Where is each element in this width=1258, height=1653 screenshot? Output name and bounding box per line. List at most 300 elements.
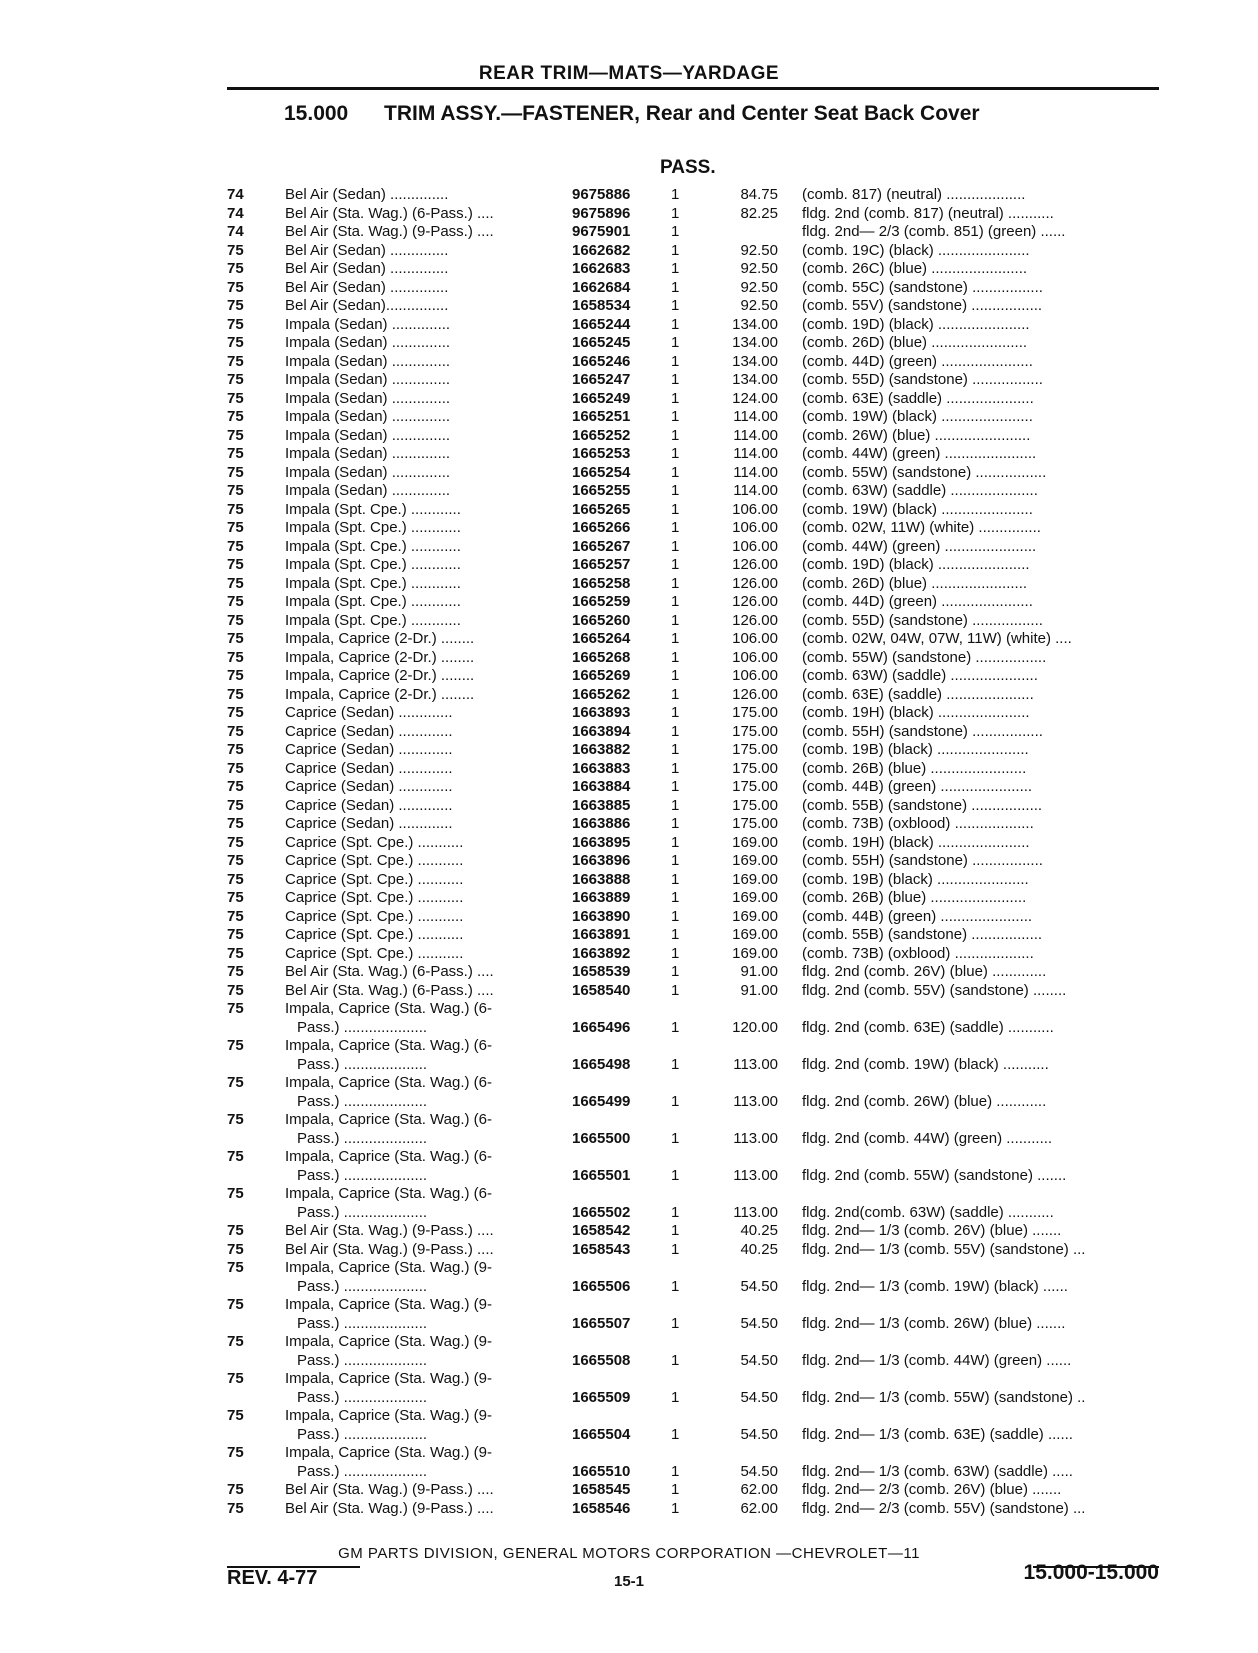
price-cell: 114.00 [733, 408, 778, 425]
part-number-cell: 1658534 [572, 297, 631, 314]
description-cell: (comb. 63W) (saddle) ..................... [802, 482, 1038, 499]
price-cell: 114.00 [733, 482, 778, 499]
list-item [0, 445, 1258, 464]
parts-list [0, 186, 1258, 1518]
price-cell: 84.75 [740, 186, 778, 203]
quantity-cell: 1 [671, 241, 680, 259]
quantity-cell: 1 [671, 352, 680, 370]
part-number-cell: 1665251 [572, 408, 631, 425]
quantity-cell: 1 [671, 1203, 680, 1221]
price-cell: 134.00 [732, 371, 778, 388]
price-cell: 54.50 [740, 1314, 778, 1332]
model-cell: Impala (Spt. Cpe.) ............ [285, 593, 461, 610]
model-cell: Bel Air (Sedan) .............. [285, 241, 449, 259]
description-cell: (comb. 63E) (saddle) ..................... [802, 389, 1034, 407]
model-cell: Impala (Spt. Cpe.) ............ [285, 611, 461, 629]
description-cell: (comb. 26B) (blue) ....................... [802, 759, 1027, 777]
price-cell: 114.00 [733, 463, 778, 481]
quantity-cell: 1 [671, 963, 680, 980]
model-cell: Impala, Caprice (2-Dr.) ........ [285, 648, 475, 666]
model-cell-continued: Pass.) .................... [297, 1166, 428, 1184]
description-cell: fldg. 2nd— 2/3 (comb. 55V) (sandstone) ... [802, 1499, 1086, 1517]
quantity-cell: 1 [671, 889, 680, 906]
model-cell: Impala (Sedan) .............. [285, 408, 451, 425]
model-cell: Bel Air (Sta. Wag.) (9-Pass.) .... [285, 1499, 494, 1517]
year-cell: 75 [227, 1444, 244, 1461]
model-cell-continued: Pass.) .................... [297, 1129, 428, 1147]
part-number-cell: 1663895 [572, 833, 631, 851]
quantity-cell: 1 [671, 907, 680, 925]
price-cell: 134.00 [732, 334, 778, 351]
model-cell: Impala, Caprice (Sta. Wag.) (6- [285, 1185, 493, 1202]
year-cell: 75 [227, 1499, 244, 1517]
year-cell: 75 [227, 519, 244, 536]
quantity-cell: 1 [671, 1481, 680, 1498]
year-cell: 75 [227, 389, 244, 407]
year-cell: 75 [227, 1333, 244, 1350]
model-cell-continued: Pass.) .................... [297, 1018, 428, 1036]
description-cell: (comb. 26C) (blue) ....................... [802, 260, 1028, 277]
list-item [0, 1407, 1258, 1444]
model-cell: Impala (Spt. Cpe.) ............ [285, 574, 461, 592]
price-cell: 113.00 [733, 1203, 778, 1221]
description-cell: (comb. 73B) (oxblood) ................... [802, 815, 1034, 832]
part-number-cell: 1663893 [572, 704, 631, 721]
year-cell: 75 [227, 1296, 244, 1313]
price-cell: 92.50 [740, 278, 778, 296]
model-cell: Bel Air (Sedan)............... [285, 297, 449, 314]
description-cell: (comb. 55B) (sandstone) ................. [802, 796, 1043, 814]
model-cell: Impala (Spt. Cpe.) ............ [285, 556, 461, 573]
list-item [0, 815, 1258, 834]
list-item [0, 889, 1258, 908]
quantity-cell: 1 [671, 186, 680, 203]
year-cell: 75 [227, 889, 244, 906]
price-cell: 54.50 [740, 1462, 778, 1480]
list-item [0, 908, 1258, 927]
year-cell: 75 [227, 963, 244, 980]
year-cell: 75 [227, 556, 244, 573]
part-number-cell: 1663882 [572, 741, 631, 758]
list-item [0, 408, 1258, 427]
quantity-cell: 1 [671, 1240, 680, 1258]
model-cell: Impala, Caprice (Sta. Wag.) (9- [285, 1407, 493, 1424]
model-cell-continued: Pass.) .................... [297, 1277, 428, 1295]
quantity-cell: 1 [671, 796, 680, 814]
list-item [0, 1333, 1258, 1370]
part-number-cell: 1665502 [572, 1203, 631, 1221]
year-cell: 75 [227, 1037, 244, 1054]
list-item [0, 1000, 1258, 1037]
price-cell: 54.50 [740, 1277, 778, 1295]
part-number-cell: 1665254 [572, 463, 631, 481]
model-cell: Impala (Sedan) .............. [285, 352, 451, 370]
year-cell: 75 [227, 574, 244, 592]
model-cell: Bel Air (Sta. Wag.) (9-Pass.) .... [285, 1481, 494, 1498]
list-item [0, 593, 1258, 612]
description-cell: fldg. 2nd (comb. 55W) (sandstone) ....... [802, 1166, 1067, 1184]
quantity-cell: 1 [671, 648, 680, 666]
list-item [0, 667, 1258, 686]
description-cell: fldg. 2nd (comb. 55V) (sandstone) ........ [802, 981, 1067, 999]
description-cell: fldg. 2nd— 1/3 (comb. 63W) (saddle) ..... [802, 1462, 1073, 1480]
description-cell: (comb. 19W) (black) ...................... [802, 408, 1033, 425]
price-cell: 169.00 [732, 944, 778, 962]
list-item [0, 649, 1258, 668]
description-cell: fldg. 2nd— 1/3 (comb. 26W) (blue) ....... [802, 1314, 1066, 1332]
price-cell: 114.00 [733, 426, 778, 444]
model-cell: Impala (Sedan) .............. [285, 315, 451, 333]
description-cell: (comb. 55H) (sandstone) ................. [802, 722, 1043, 740]
description-cell: fldg. 2nd (comb. 63E) (saddle) ........... [802, 1018, 1054, 1036]
price-cell: 54.50 [740, 1425, 778, 1443]
model-cell: Caprice (Spt. Cpe.) ........... [285, 833, 464, 851]
year-cell: 75 [227, 500, 244, 518]
year-cell: 75 [227, 1240, 244, 1258]
price-cell: 126.00 [732, 574, 778, 592]
list-item [0, 760, 1258, 779]
pass-column-header: PASS. [660, 157, 716, 178]
year-cell: 75 [227, 1074, 244, 1091]
price-cell: 113.00 [733, 1092, 778, 1110]
model-cell: Impala, Caprice (Sta. Wag.) (6- [285, 1037, 493, 1054]
model-cell: Impala, Caprice (Sta. Wag.) (6- [285, 1111, 493, 1128]
description-cell: (comb. 44D) (green) ...................... [802, 593, 1033, 610]
price-cell: 106.00 [732, 537, 778, 555]
description-cell: fldg. 2nd— 1/3 (comb. 55V) (sandstone) ... [802, 1240, 1086, 1258]
model-cell: Bel Air (Sta. Wag.) (9-Pass.) .... [285, 1222, 494, 1239]
list-item [0, 482, 1258, 501]
quantity-cell: 1 [671, 852, 680, 869]
price-cell: 124.00 [732, 389, 778, 407]
description-cell: (comb. 55C) (sandstone) ................. [802, 278, 1043, 296]
header-rule [227, 87, 1159, 90]
price-cell: 134.00 [732, 352, 778, 370]
year-cell: 75 [227, 907, 244, 925]
list-item [0, 205, 1258, 224]
list-item [0, 371, 1258, 390]
quantity-cell: 1 [671, 593, 680, 610]
list-item [0, 242, 1258, 261]
list-item [0, 260, 1258, 279]
year-cell: 75 [227, 1222, 244, 1239]
price-cell: 91.00 [740, 963, 778, 980]
model-cell: Impala (Spt. Cpe.) ............ [285, 500, 461, 518]
quantity-cell: 1 [671, 815, 680, 832]
price-cell: 134.00 [732, 315, 778, 333]
model-cell: Impala, Caprice (Sta. Wag.) (9- [285, 1296, 493, 1313]
list-item [0, 1222, 1258, 1241]
price-cell: 92.50 [740, 297, 778, 314]
price-cell: 126.00 [732, 556, 778, 573]
price-cell: 91.00 [740, 981, 778, 999]
year-cell: 75 [227, 759, 244, 777]
part-number-cell: 1665246 [572, 352, 631, 370]
model-cell-continued: Pass.) .................... [297, 1351, 428, 1369]
price-cell: 40.25 [740, 1240, 778, 1258]
model-cell: Impala (Sedan) .............. [285, 389, 451, 407]
list-item [0, 1444, 1258, 1481]
part-number-cell: 1665249 [572, 389, 631, 407]
model-cell: Caprice (Sedan) ............. [285, 722, 453, 740]
year-cell: 75 [227, 352, 244, 370]
model-cell: Impala, Caprice (2-Dr.) ........ [285, 667, 475, 684]
year-cell: 75 [227, 482, 244, 499]
model-cell: Caprice (Sedan) ............. [285, 759, 453, 777]
description-cell: (comb. 19D) (black) ...................... [802, 315, 1030, 333]
list-item [0, 1241, 1258, 1260]
part-number-cell: 9675886 [572, 186, 631, 203]
year-cell: 75 [227, 1259, 244, 1276]
quantity-cell: 1 [671, 1129, 680, 1147]
page-number: 15-1 [613, 1573, 645, 1590]
model-cell-continued: Pass.) .................... [297, 1462, 428, 1480]
price-cell: 54.50 [740, 1351, 778, 1369]
quantity-cell: 1 [671, 667, 680, 684]
part-number-cell: 1665258 [572, 574, 631, 592]
year-cell: 75 [227, 778, 244, 795]
model-cell: Bel Air (Sedan) .............. [285, 260, 449, 277]
price-cell: 169.00 [732, 889, 778, 906]
year-cell: 75 [227, 630, 244, 647]
price-cell: 175.00 [732, 741, 778, 758]
description-cell: (comb. 55D) (sandstone) ................. [802, 371, 1043, 388]
year-cell: 75 [227, 852, 244, 869]
year-cell: 75 [227, 334, 244, 351]
year-cell: 75 [227, 297, 244, 314]
list-item [0, 464, 1258, 483]
list-item [0, 630, 1258, 649]
price-cell: 54.50 [740, 1388, 778, 1406]
part-number-cell: 1665266 [572, 519, 631, 536]
list-item [0, 686, 1258, 705]
part-number-cell: 1665509 [572, 1388, 631, 1406]
list-item [0, 926, 1258, 945]
quantity-cell: 1 [671, 278, 680, 296]
part-number-cell: 9675896 [572, 204, 631, 222]
description-cell: (comb. 44W) (green) ...................... [802, 537, 1037, 555]
year-cell: 75 [227, 408, 244, 425]
description-cell: (comb. 19B) (black) ...................... [802, 741, 1029, 758]
part-number-cell: 1658545 [572, 1481, 631, 1498]
quantity-cell: 1 [671, 833, 680, 851]
quantity-cell: 1 [671, 1055, 680, 1073]
list-item [0, 1185, 1258, 1222]
part-number-cell: 1663883 [572, 759, 631, 777]
price-cell: 120.00 [732, 1018, 778, 1036]
price-cell: 169.00 [732, 852, 778, 869]
price-cell: 126.00 [732, 685, 778, 703]
year-cell: 75 [227, 537, 244, 555]
description-cell: (comb. 19C) (black) ...................... [802, 241, 1030, 259]
model-cell: Caprice (Spt. Cpe.) ........... [285, 907, 464, 925]
year-cell: 75 [227, 593, 244, 610]
year-cell: 75 [227, 1000, 244, 1017]
list-item [0, 982, 1258, 1001]
price-cell: 175.00 [732, 796, 778, 814]
part-number-cell: 1658539 [572, 963, 631, 980]
description-cell: (comb. 19H) (black) ...................... [802, 833, 1030, 851]
quantity-cell: 1 [671, 926, 680, 943]
description-cell: fldg. 2nd (comb. 26V) (blue) ............. [802, 963, 1047, 980]
description-cell: (comb. 19D) (black) ...................... [802, 556, 1030, 573]
quantity-cell: 1 [671, 685, 680, 703]
model-cell-continued: Pass.) .................... [297, 1425, 428, 1443]
year-cell: 75 [227, 260, 244, 277]
list-item [0, 223, 1258, 242]
list-item [0, 1111, 1258, 1148]
model-cell: Impala, Caprice (Sta. Wag.) (6- [285, 1074, 493, 1091]
model-cell: Impala (Sedan) .............. [285, 482, 451, 499]
quantity-cell: 1 [671, 260, 680, 277]
part-number-cell: 1665262 [572, 685, 631, 703]
list-item [0, 1370, 1258, 1407]
year-cell: 75 [227, 833, 244, 851]
year-cell: 75 [227, 981, 244, 999]
year-cell: 74 [227, 186, 244, 203]
quantity-cell: 1 [671, 1388, 680, 1406]
year-cell: 75 [227, 926, 244, 943]
model-cell: Caprice (Sedan) ............. [285, 815, 453, 832]
model-cell: Caprice (Spt. Cpe.) ........... [285, 944, 464, 962]
list-item [0, 575, 1258, 594]
year-cell: 75 [227, 870, 244, 888]
description-cell: (comb. 63W) (saddle) ..................... [802, 667, 1038, 684]
description-cell: (comb. 26B) (blue) ....................... [802, 889, 1027, 906]
part-number-cell: 1663891 [572, 926, 631, 943]
part-number-cell: 1658540 [572, 981, 631, 999]
description-cell: (comb. 55W) (sandstone) ................. [802, 463, 1047, 481]
description-cell: fldg. 2nd (comb. 817) (neutral) ........... [802, 204, 1054, 222]
list-item [0, 1500, 1258, 1519]
part-number-cell: 1665500 [572, 1129, 631, 1147]
model-cell: Caprice (Sedan) ............. [285, 704, 453, 721]
part-number-cell: 1665265 [572, 500, 631, 518]
description-cell: (comb. 26D) (blue) ....................... [802, 574, 1028, 592]
year-cell: 75 [227, 463, 244, 481]
description-cell: (comb. 55B) (sandstone) ................. [802, 926, 1043, 943]
quantity-cell: 1 [671, 389, 680, 407]
price-cell: 106.00 [732, 519, 778, 536]
model-cell-continued: Pass.) .................... [297, 1055, 428, 1073]
model-cell: Impala (Spt. Cpe.) ............ [285, 519, 461, 536]
price-cell: 169.00 [732, 833, 778, 851]
quantity-cell: 1 [671, 944, 680, 962]
list-item [0, 1148, 1258, 1185]
price-cell: 92.50 [740, 241, 778, 259]
list-item [0, 1259, 1258, 1296]
quantity-cell: 1 [671, 981, 680, 999]
price-cell: 175.00 [732, 759, 778, 777]
quantity-cell: 1 [671, 463, 680, 481]
part-number-cell: 1665244 [572, 315, 631, 333]
part-number-cell: 1665496 [572, 1018, 631, 1036]
page-header-title: REAR TRIM—MATS—YARDAGE [478, 63, 780, 84]
price-cell: 40.25 [740, 1222, 778, 1239]
model-cell: Caprice (Sedan) ............. [285, 796, 453, 814]
quantity-cell: 1 [671, 537, 680, 555]
description-cell: (comb. 19B) (black) ...................... [802, 870, 1029, 888]
year-cell: 75 [227, 241, 244, 259]
model-cell: Bel Air (Sta. Wag.) (6-Pass.) .... [285, 981, 494, 999]
description-cell: fldg. 2nd— 1/3 (comb. 63E) (saddle) ...... [802, 1425, 1073, 1443]
quantity-cell: 1 [671, 1499, 680, 1517]
part-number-cell: 1658542 [572, 1222, 631, 1239]
year-cell: 75 [227, 796, 244, 814]
part-number-cell: 1663896 [572, 852, 631, 869]
list-item [0, 797, 1258, 816]
year-cell: 75 [227, 648, 244, 666]
quantity-cell: 1 [671, 1425, 680, 1443]
part-number-cell: 1665267 [572, 537, 631, 555]
model-cell: Impala (Sedan) .............. [285, 371, 451, 388]
quantity-cell: 1 [671, 741, 680, 758]
section-title [284, 102, 980, 126]
model-cell: Impala (Sedan) .............. [285, 334, 451, 351]
year-cell: 75 [227, 1111, 244, 1128]
description-cell: (comb. 73B) (oxblood) ................... [802, 944, 1034, 962]
price-cell: 169.00 [732, 870, 778, 888]
description-cell: fldg. 2nd— 1/3 (comb. 44W) (green) ...... [802, 1351, 1072, 1369]
section-title-text: TRIM ASSY.—FASTENER, Rear and Center Seat Back Cover [384, 102, 980, 125]
description-cell: (comb. 55H) (sandstone) ................. [802, 852, 1043, 869]
part-number-cell: 1663889 [572, 889, 631, 906]
list-item [0, 501, 1258, 520]
part-number-cell: 1662683 [572, 260, 631, 277]
model-cell: Impala, Caprice (Sta. Wag.) (9- [285, 1259, 493, 1276]
price-cell: 126.00 [732, 611, 778, 629]
model-cell: Caprice (Sedan) ............. [285, 741, 453, 758]
model-cell: Impala, Caprice (2-Dr.) ........ [285, 685, 475, 703]
part-number-cell: 1665255 [572, 482, 631, 499]
description-cell: (comb. 55W) (sandstone) ................. [802, 648, 1047, 666]
model-cell: Bel Air (Sedan) .............. [285, 186, 449, 203]
list-item [0, 353, 1258, 372]
year-cell: 75 [227, 315, 244, 333]
list-item [0, 963, 1258, 982]
year-cell: 75 [227, 667, 244, 684]
part-number-cell: 1665508 [572, 1351, 631, 1369]
description-cell: fldg. 2nd (comb. 44W) (green) ........... [802, 1129, 1053, 1147]
part-number-cell: 1665498 [572, 1055, 631, 1073]
description-cell: fldg. 2nd— 2/3 (comb. 26V) (blue) ....... [802, 1481, 1062, 1498]
quantity-cell: 1 [671, 778, 680, 795]
quantity-cell: 1 [671, 1462, 680, 1480]
part-number-cell: 1665501 [572, 1166, 631, 1184]
list-item [0, 556, 1258, 575]
quantity-cell: 1 [671, 1277, 680, 1295]
model-cell: Caprice (Spt. Cpe.) ........... [285, 870, 464, 888]
year-cell: 75 [227, 1407, 244, 1424]
year-cell: 75 [227, 815, 244, 832]
section-number: 15.000 [284, 102, 349, 125]
list-item [0, 723, 1258, 742]
quantity-cell: 1 [671, 519, 680, 536]
price-cell: 175.00 [732, 815, 778, 832]
part-number-cell: 1662682 [572, 241, 631, 259]
quantity-cell: 1 [671, 500, 680, 518]
list-item [0, 945, 1258, 964]
list-item [0, 316, 1258, 335]
part-number-cell: 1663892 [572, 944, 631, 962]
quantity-cell: 1 [671, 482, 680, 499]
model-cell: Impala (Sedan) .............. [285, 463, 451, 481]
part-number-cell: 1658546 [572, 1499, 631, 1517]
year-cell: 75 [227, 704, 244, 721]
section-range: 15.000-15.000 [1023, 1561, 1159, 1584]
price-cell: 113.00 [733, 1129, 778, 1147]
part-number-cell: 1662684 [572, 278, 631, 296]
